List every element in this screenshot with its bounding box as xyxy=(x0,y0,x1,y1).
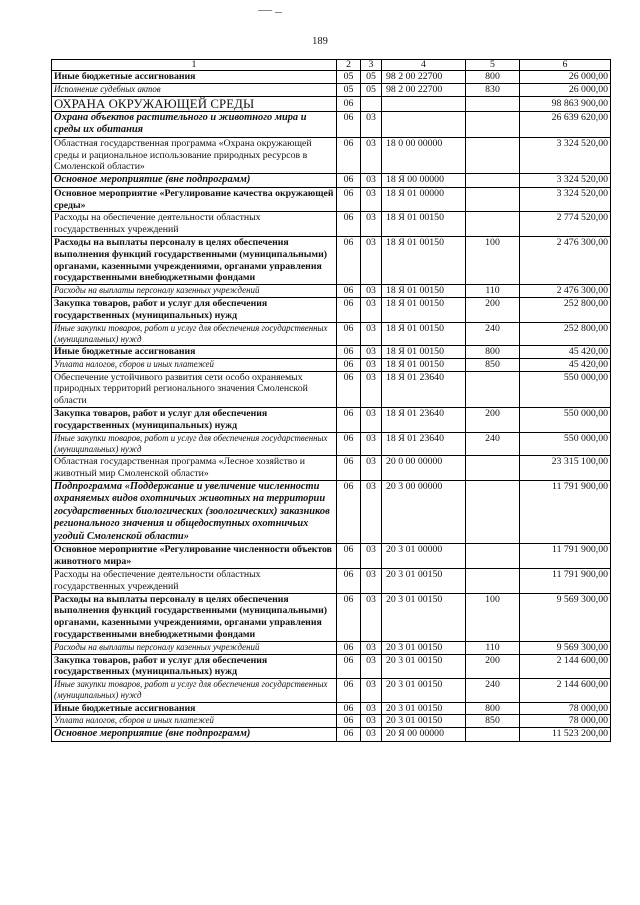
amount-cell: 11 523 200,00 xyxy=(520,728,611,742)
section-code-cell: 06 xyxy=(337,455,361,480)
section-code-cell: 06 xyxy=(337,358,361,371)
target-article-cell: 18 Я 01 00150 xyxy=(382,297,466,322)
section-code-cell: 06 xyxy=(337,432,361,455)
header-cell: 3 xyxy=(361,60,382,71)
table-row xyxy=(52,322,611,345)
row-name-cell: Закупка товаров, работ и услуг для обеспечения государственных (муниципальных) нужд xyxy=(52,407,337,432)
row-name-cell: Обеспечение устойчивого развития сети особо охраняемых природных территорий регионального значения Смоленской области xyxy=(52,371,337,407)
subsection-code-cell: 03 xyxy=(361,297,382,322)
amount-cell: 2 476 300,00 xyxy=(520,285,611,298)
subsection-code-cell: 03 xyxy=(361,654,382,679)
expense-type-cell xyxy=(466,187,520,212)
target-article-cell: 18 Я 01 00150 xyxy=(382,285,466,298)
table-row xyxy=(52,345,611,358)
expense-type-cell: 800 xyxy=(466,71,520,84)
row-name-cell: Иные закупки товаров, работ и услуг для обеспечения государственных (муниципальных) нужд xyxy=(52,322,337,345)
row-name-cell: Областная государственная программа «Лесное хозяйство и животный мир Смоленской области» xyxy=(52,455,337,480)
target-article-cell: 18 Я 01 00150 xyxy=(382,345,466,358)
target-article-cell: 20 3 01 00150 xyxy=(382,654,466,679)
section-code-cell: 06 xyxy=(337,285,361,298)
section-code-cell: 06 xyxy=(337,702,361,715)
section-code-cell: 06 xyxy=(337,322,361,345)
target-article-cell: 18 0 00 00000 xyxy=(382,137,466,173)
header-cell: 2 xyxy=(337,60,361,71)
header-cell: 4 xyxy=(382,60,466,71)
subsection-code-cell: 03 xyxy=(361,679,382,702)
row-name-cell: Иные закупки товаров, работ и услуг для обеспечения государственных (муниципальных) нужд xyxy=(52,432,337,455)
table-row xyxy=(52,297,611,322)
subsection-code-cell: 03 xyxy=(361,480,382,544)
target-article-cell: 20 3 01 00150 xyxy=(382,715,466,728)
row-name-cell: Основное мероприятие (вне подпрограмм) xyxy=(52,174,337,188)
row-name-cell: Основное мероприятие «Регулирование качества окружающей среды» xyxy=(52,187,337,212)
row-name-cell: Расходы на выплаты персоналу в целях обеспечения выполнения функций государственными (муниципальными) органами, казенными учреждениями, органами управления государственными внебюджетными фондами xyxy=(52,236,337,284)
row-name-cell: Иные бюджетные ассигнования xyxy=(52,71,337,84)
expense-type-cell xyxy=(466,137,520,173)
amount-cell: 550 000,00 xyxy=(520,371,611,407)
table-row xyxy=(52,212,611,237)
expense-type-cell xyxy=(466,174,520,188)
table-row xyxy=(52,593,611,641)
table-row xyxy=(52,358,611,371)
expense-type-cell xyxy=(466,480,520,544)
subsection-code-cell: 03 xyxy=(361,593,382,641)
row-name-cell: Уплата налогов, сборов и иных платежей xyxy=(52,715,337,728)
target-article-cell: 20 3 01 00150 xyxy=(382,679,466,702)
target-article-cell: 18 Я 01 23640 xyxy=(382,432,466,455)
row-name-cell: Охрана объектов растительного и животного мира и среды их обитания xyxy=(52,111,337,137)
target-article-cell: 20 0 00 00000 xyxy=(382,455,466,480)
section-code-cell: 06 xyxy=(337,111,361,137)
amount-cell: 9 569 300,00 xyxy=(520,641,611,654)
section-code-cell: 06 xyxy=(337,371,361,407)
header-cell: 1 xyxy=(52,60,337,71)
row-name-cell: Исполнение судебных актов xyxy=(52,83,337,96)
scan-mark xyxy=(275,12,282,13)
target-article-cell: 18 Я 01 23640 xyxy=(382,371,466,407)
subsection-code-cell: 03 xyxy=(361,358,382,371)
row-name-cell: Расходы на обеспечение деятельности областных государственных учреждений xyxy=(52,569,337,594)
row-name-cell: Областная государственная программа «Охрана окружающей среды и рациональное использование природных ресурсов в Смоленской области» xyxy=(52,137,337,173)
subsection-code-cell: 03 xyxy=(361,432,382,455)
expense-type-cell: 200 xyxy=(466,407,520,432)
section-code-cell: 06 xyxy=(337,641,361,654)
row-name-cell: Расходы на выплаты персоналу казенных учреждений xyxy=(52,285,337,298)
subsection-code-cell: 03 xyxy=(361,728,382,742)
amount-cell: 9 569 300,00 xyxy=(520,593,611,641)
expense-type-cell xyxy=(466,371,520,407)
expense-type-cell: 850 xyxy=(466,358,520,371)
subsection-code-cell: 03 xyxy=(361,345,382,358)
row-name-cell: Закупка товаров, работ и услуг для обеспечения государственных (муниципальных) нужд xyxy=(52,654,337,679)
target-article-cell: 18 Я 01 00150 xyxy=(382,212,466,237)
table-body xyxy=(52,60,611,742)
subsection-code-cell: 03 xyxy=(361,371,382,407)
subsection-code-cell: 03 xyxy=(361,322,382,345)
expense-type-cell: 240 xyxy=(466,679,520,702)
expense-type-cell: 850 xyxy=(466,715,520,728)
expense-type-cell: 240 xyxy=(466,322,520,345)
amount-cell: 11 791 900,00 xyxy=(520,544,611,569)
section-code-cell: 05 xyxy=(337,83,361,96)
expense-type-cell: 240 xyxy=(466,432,520,455)
target-article-cell: 98 2 00 22700 xyxy=(382,83,466,96)
expense-type-cell xyxy=(466,96,520,111)
expense-type-cell: 110 xyxy=(466,641,520,654)
target-article-cell: 20 3 01 00150 xyxy=(382,702,466,715)
table-row xyxy=(52,285,611,298)
expense-type-cell: 200 xyxy=(466,654,520,679)
section-code-cell: 06 xyxy=(337,187,361,212)
target-article-cell: 18 Я 01 00150 xyxy=(382,322,466,345)
subsection-code-cell: 03 xyxy=(361,455,382,480)
table-row xyxy=(52,111,611,137)
expense-type-cell xyxy=(466,111,520,137)
table-row xyxy=(52,137,611,173)
target-article-cell: 20 3 01 00150 xyxy=(382,593,466,641)
row-name-cell: Расходы на обеспечение деятельности областных государственных учреждений xyxy=(52,212,337,237)
amount-cell: 3 324 520,00 xyxy=(520,187,611,212)
table-row xyxy=(52,71,611,84)
table-row xyxy=(52,654,611,679)
amount-cell: 45 420,00 xyxy=(520,345,611,358)
row-name-cell: Основное мероприятие «Регулирование численности объектов животного мира» xyxy=(52,544,337,569)
table-row xyxy=(52,728,611,742)
subsection-code-cell: 03 xyxy=(361,187,382,212)
amount-cell: 252 800,00 xyxy=(520,297,611,322)
amount-cell: 26 639 620,00 xyxy=(520,111,611,137)
expense-type-cell: 110 xyxy=(466,285,520,298)
row-name-cell: Иные бюджетные ассигнования xyxy=(52,345,337,358)
table-row xyxy=(52,679,611,702)
subsection-code-cell: 03 xyxy=(361,174,382,188)
section-code-cell: 06 xyxy=(337,96,361,111)
subsection-code-cell: 03 xyxy=(361,569,382,594)
amount-cell: 3 324 520,00 xyxy=(520,174,611,188)
target-article-cell: 20 Я 00 00000 xyxy=(382,728,466,742)
table-row xyxy=(52,407,611,432)
row-name-cell: Основное мероприятие (вне подпрограмм) xyxy=(52,728,337,742)
subsection-code-cell: 03 xyxy=(361,544,382,569)
expense-type-cell xyxy=(466,544,520,569)
section-code-cell: 06 xyxy=(337,297,361,322)
expense-type-cell xyxy=(466,569,520,594)
table-header-row xyxy=(52,60,611,71)
table-row xyxy=(52,236,611,284)
amount-cell: 45 420,00 xyxy=(520,358,611,371)
table-row xyxy=(52,174,611,188)
target-article-cell: 20 3 01 00150 xyxy=(382,569,466,594)
table-row xyxy=(52,96,611,111)
amount-cell: 2 774 520,00 xyxy=(520,212,611,237)
header-cell: 6 xyxy=(520,60,611,71)
scan-mark xyxy=(258,10,272,11)
amount-cell: 78 000,00 xyxy=(520,715,611,728)
subsection-code-cell: 03 xyxy=(361,236,382,284)
target-article-cell: 18 Я 01 23640 xyxy=(382,407,466,432)
amount-cell: 78 000,00 xyxy=(520,702,611,715)
table-row xyxy=(52,544,611,569)
expense-type-cell xyxy=(466,212,520,237)
table-row xyxy=(52,432,611,455)
subsection-code-cell: 03 xyxy=(361,407,382,432)
expense-type-cell: 100 xyxy=(466,593,520,641)
subsection-code-cell: 03 xyxy=(361,641,382,654)
amount-cell: 2 476 300,00 xyxy=(520,236,611,284)
row-name-cell: Закупка товаров, работ и услуг для обеспечения государственных (муниципальных) нужд xyxy=(52,297,337,322)
table-row xyxy=(52,480,611,544)
target-article-cell xyxy=(382,96,466,111)
target-article-cell: 18 Я 00 00000 xyxy=(382,174,466,188)
section-code-cell: 06 xyxy=(337,236,361,284)
table-row xyxy=(52,569,611,594)
subsection-code-cell: 03 xyxy=(361,137,382,173)
expense-type-cell: 800 xyxy=(466,345,520,358)
page-number: 189 xyxy=(312,36,328,47)
row-name-cell: ОХРАНА ОКРУЖАЮЩЕЙ СРЕДЫ xyxy=(52,96,337,111)
expense-type-cell: 100 xyxy=(466,236,520,284)
expense-type-cell: 830 xyxy=(466,83,520,96)
table-row xyxy=(52,641,611,654)
amount-cell: 26 000,00 xyxy=(520,71,611,84)
row-name-cell: Иные закупки товаров, работ и услуг для обеспечения государственных (муниципальных) нужд xyxy=(52,679,337,702)
row-name-cell: Уплата налогов, сборов и иных платежей xyxy=(52,358,337,371)
table-row xyxy=(52,83,611,96)
amount-cell: 98 863 900,00 xyxy=(520,96,611,111)
target-article-cell: 20 3 01 00150 xyxy=(382,641,466,654)
amount-cell: 3 324 520,00 xyxy=(520,137,611,173)
target-article-cell: 18 Я 01 00150 xyxy=(382,358,466,371)
subsection-code-cell: 05 xyxy=(361,71,382,84)
table-row xyxy=(52,715,611,728)
header-cell: 5 xyxy=(466,60,520,71)
amount-cell: 11 791 900,00 xyxy=(520,480,611,544)
amount-cell: 252 800,00 xyxy=(520,322,611,345)
section-code-cell: 06 xyxy=(337,212,361,237)
target-article-cell: 20 3 00 00000 xyxy=(382,480,466,544)
row-name-cell: Иные бюджетные ассигнования xyxy=(52,702,337,715)
amount-cell: 26 000,00 xyxy=(520,83,611,96)
subsection-code-cell: 05 xyxy=(361,83,382,96)
section-code-cell: 06 xyxy=(337,679,361,702)
target-article-cell: 18 Я 01 00150 xyxy=(382,236,466,284)
target-article-cell xyxy=(382,111,466,137)
section-code-cell: 05 xyxy=(337,71,361,84)
section-code-cell: 06 xyxy=(337,593,361,641)
expense-type-cell xyxy=(466,728,520,742)
budget-table xyxy=(51,59,611,742)
amount-cell: 23 315 100,00 xyxy=(520,455,611,480)
subsection-code-cell: 03 xyxy=(361,212,382,237)
amount-cell: 2 144 600,00 xyxy=(520,654,611,679)
section-code-cell: 06 xyxy=(337,480,361,544)
target-article-cell: 20 3 01 00000 xyxy=(382,544,466,569)
subsection-code-cell: 03 xyxy=(361,715,382,728)
expense-type-cell: 200 xyxy=(466,297,520,322)
amount-cell: 550 000,00 xyxy=(520,432,611,455)
row-name-cell: Расходы на выплаты персоналу в целях обеспечения выполнения функций государственными (муниципальными) органами, казенными учреждениями, органами управления государственными внебюджетными фондами xyxy=(52,593,337,641)
section-code-cell: 06 xyxy=(337,728,361,742)
section-code-cell: 06 xyxy=(337,345,361,358)
row-name-cell: Подпрограмма «Поддержание и увеличение численности охраняемых видов охотничьих животных на территории государственных биологических (зоологических) заказников регионального значения и общедоступных охотничьих угодий Смоленской области» xyxy=(52,480,337,544)
section-code-cell: 06 xyxy=(337,715,361,728)
row-name-cell: Расходы на выплаты персоналу казенных учреждений xyxy=(52,641,337,654)
section-code-cell: 06 xyxy=(337,569,361,594)
subsection-code-cell: 03 xyxy=(361,702,382,715)
table-row xyxy=(52,187,611,212)
subsection-code-cell xyxy=(361,96,382,111)
table-row xyxy=(52,371,611,407)
target-article-cell: 98 2 00 22700 xyxy=(382,71,466,84)
subsection-code-cell: 03 xyxy=(361,285,382,298)
target-article-cell: 18 Я 01 00000 xyxy=(382,187,466,212)
subsection-code-cell: 03 xyxy=(361,111,382,137)
amount-cell: 550 000,00 xyxy=(520,407,611,432)
section-code-cell: 06 xyxy=(337,654,361,679)
section-code-cell: 06 xyxy=(337,407,361,432)
section-code-cell: 06 xyxy=(337,137,361,173)
section-code-cell: 06 xyxy=(337,544,361,569)
amount-cell: 2 144 600,00 xyxy=(520,679,611,702)
amount-cell: 11 791 900,00 xyxy=(520,569,611,594)
expense-type-cell xyxy=(466,455,520,480)
table-row xyxy=(52,702,611,715)
section-code-cell: 06 xyxy=(337,174,361,188)
expense-type-cell: 800 xyxy=(466,702,520,715)
table-row xyxy=(52,455,611,480)
